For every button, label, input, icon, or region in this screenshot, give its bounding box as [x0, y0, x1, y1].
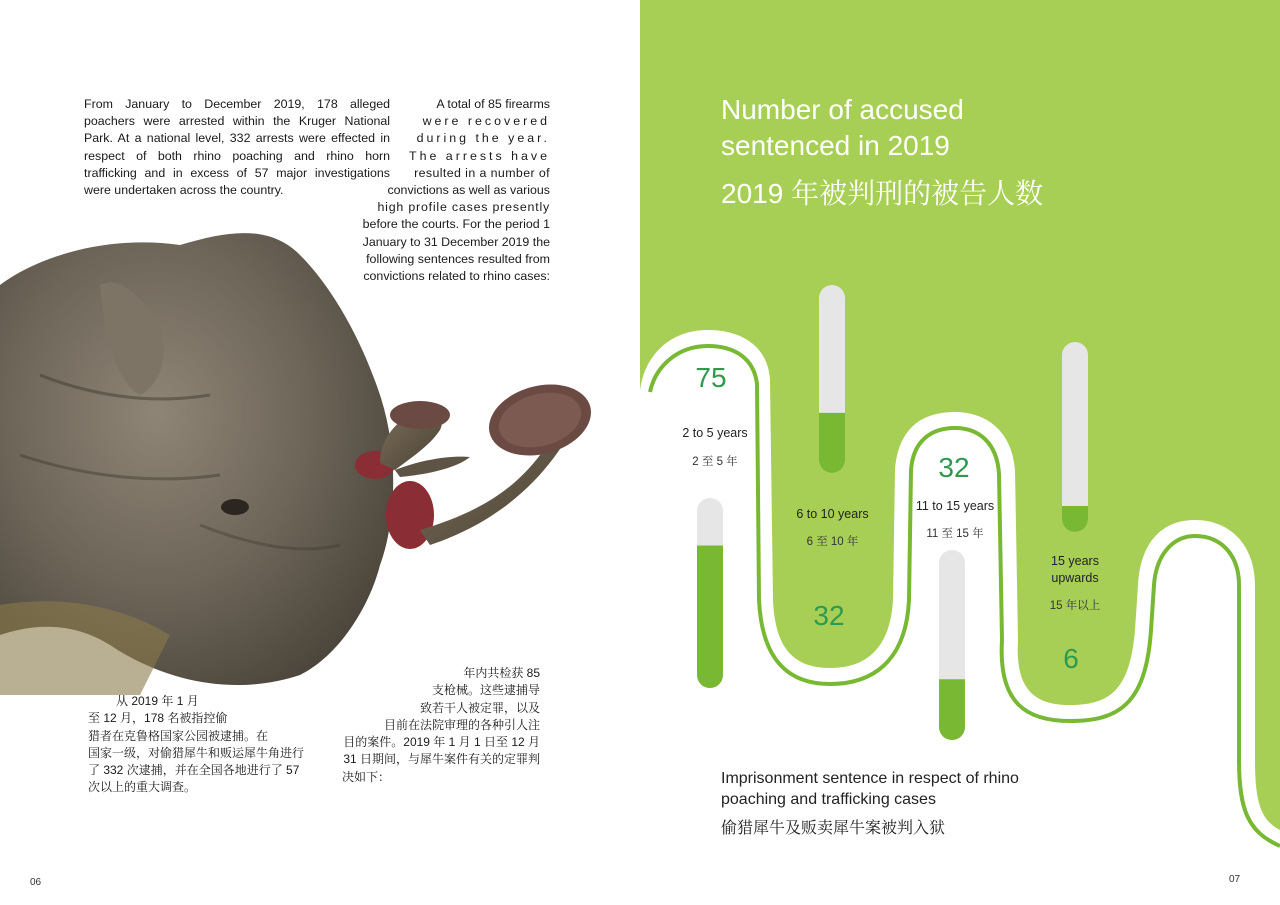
text-line: The arrests have — [409, 148, 550, 163]
category-label-cn-2-5: 2 至 5 年 — [692, 456, 738, 468]
text-line: before the courts. For the period 1 — [362, 217, 550, 232]
text-line: 目的案件。2019 年 1 月 1 日至 12 月 — [343, 735, 540, 750]
value-label-6-10: 32 — [813, 600, 845, 631]
text-line: 猎者在克鲁格国家公园被逮捕。在 — [88, 728, 269, 743]
text-line: convictions as well as various — [387, 183, 550, 198]
bar-11-15-fill — [939, 679, 965, 740]
text-line: following sentences resulted from — [366, 251, 550, 266]
body-text-cn-col1 — [88, 693, 306, 797]
text-line: 从 2019 年 1 月 — [116, 694, 199, 708]
bar-6-10-fill — [819, 413, 845, 473]
chart-title-cn: 2019 年被判刑的被告人数 — [721, 178, 1044, 209]
caption-line: poaching and trafficking cases — [721, 791, 936, 808]
caption-line: Imprisonment sentence in respect of rhino — [721, 770, 1019, 787]
value-label-2-5: 75 — [695, 362, 727, 393]
bar-15-up-track — [1062, 342, 1088, 532]
chart-caption-en — [721, 768, 1081, 810]
text-line: were recovered — [422, 114, 550, 129]
right-page — [640, 0, 1280, 905]
text-line: high profile cases presently — [377, 200, 550, 215]
page-number-right: 07 — [1229, 874, 1241, 885]
page-number-left: 06 — [30, 877, 42, 888]
bar-2-5-fill — [697, 546, 723, 689]
value-label-11-15: 32 — [938, 452, 970, 483]
text-line: 国家一级，对偷猎犀牛和贩运犀牛角进行 — [88, 745, 305, 760]
text-line: A total of 85 firearms — [436, 97, 550, 111]
text-line: 目前在法院审理的各种引人注 — [383, 717, 540, 732]
rhino-photo — [0, 225, 600, 695]
category-label-2-5: 2 to 5 years — [682, 426, 748, 440]
category-label-cn-6-10: 6 至 10 年 — [806, 536, 859, 548]
category-label-15-up: 15 years upwards — [1051, 554, 1099, 585]
bar-15-up-fill — [1062, 506, 1088, 532]
text-line: 次以上的重大调查。 — [88, 780, 197, 795]
text-line: 至 12 月，178 名被指控偷 — [88, 711, 228, 726]
body-text-cn-col2 — [342, 665, 540, 786]
text-line: during the year. — [416, 131, 550, 146]
title-line: sentenced in 2019 — [721, 130, 950, 161]
text-line: 致若干人被定罪，以及 — [419, 700, 540, 715]
text-line: resulted in a number of — [414, 165, 550, 180]
chart-caption-cn: 偷猎犀牛及贩卖犀牛案被判入狱 — [721, 820, 946, 837]
category-label-6-10: 6 to 10 years — [796, 507, 869, 521]
category-label-11-15: 11 to 15 years — [915, 499, 995, 513]
text-line: 了 332 次逮捕，并在全国各地进行了 57 — [88, 763, 300, 778]
category-label-cn-11-15: 11 至 15 年 — [926, 528, 984, 540]
text-line: January to 31 December 2019 the — [362, 234, 550, 249]
text-line: 31 日期间，与犀牛案件有关的定罪判 — [343, 752, 540, 767]
text-line: convictions related to rhino cases: — [363, 269, 550, 284]
category-label-cn-15-up: 15 年以上 — [1049, 600, 1101, 612]
text-line: 决如下： — [342, 769, 391, 784]
text-line: 支枪械。这些逮捕导 — [431, 683, 540, 698]
title-line: Number of accused — [721, 94, 964, 125]
body-text-en-col1: From January to December 2019, 178 alleged poachers were arrested within the Kruger National Park. At a national level, 332 arrests were effected in respect of both rhino poaching and rhino horn trafficking and in excess of 57 major investigations were undertaken across the country. — [84, 97, 390, 198]
value-label-15-up: 6 — [1063, 643, 1079, 674]
text-line: 年内共检获 85 — [463, 666, 540, 680]
